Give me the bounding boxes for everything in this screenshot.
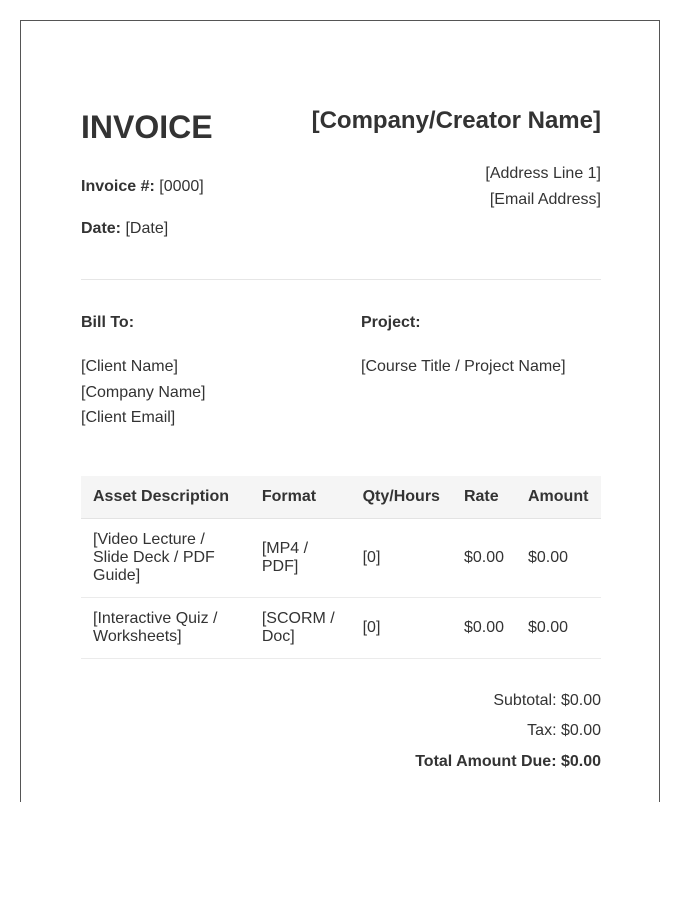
- invoice-number-label: Invoice #:: [81, 178, 155, 195]
- cell-rate: $0.00: [452, 598, 516, 659]
- cell-description: [Video Lecture / Slide Deck / PDF Guide]: [81, 519, 250, 598]
- invoice-number-value: [0000]: [159, 178, 204, 195]
- project-name: [Course Title / Project Name]: [361, 358, 566, 375]
- table-row: [81, 519, 601, 598]
- invoice-date: [81, 220, 168, 238]
- column-header-format: Format: [250, 476, 351, 519]
- line-items-table: [81, 476, 601, 659]
- table-row: [81, 598, 601, 659]
- bill-to-block: [81, 354, 206, 431]
- column-header-description: Asset Description: [81, 476, 250, 519]
- tax: Tax: $0.00: [527, 722, 601, 739]
- client-name: [Client Name]: [81, 358, 178, 375]
- cell-rate: $0.00: [452, 519, 516, 598]
- column-header-rate: Rate: [452, 476, 516, 519]
- total-amount-due: Total Amount Due: $0.00: [415, 753, 601, 770]
- invoice-page: [20, 20, 660, 802]
- client-email: [Client Email]: [81, 409, 176, 426]
- cell-amount: $0.00: [516, 519, 601, 598]
- cell-format: [SCORM / Doc]: [250, 598, 351, 659]
- invoice-date-value: [Date]: [125, 220, 169, 237]
- invoice-title: INVOICE: [81, 109, 213, 145]
- project-label: Project:: [361, 314, 421, 331]
- section-divider: [81, 279, 601, 280]
- invoice-number: [81, 178, 204, 196]
- table-header-row: [81, 476, 601, 519]
- sender-address-block: [485, 161, 601, 213]
- bill-to-label: Bill To:: [81, 314, 135, 331]
- cell-description: [Interactive Quiz / Worksheets]: [81, 598, 250, 659]
- company-name: [Company/Creator Name]: [311, 107, 601, 134]
- address-line: [Address Line 1]: [485, 165, 601, 182]
- project-block: [361, 354, 566, 380]
- cell-amount: $0.00: [516, 598, 601, 659]
- client-company-name: [Company Name]: [81, 383, 206, 401]
- cell-qty: [0]: [351, 519, 452, 598]
- cell-qty: [0]: [351, 598, 452, 659]
- subtotal: Subtotal: $0.00: [493, 692, 601, 709]
- invoice-date-label: Date:: [81, 220, 122, 237]
- cell-format: [MP4 / PDF]: [250, 519, 351, 598]
- column-header-qty: Qty/Hours: [351, 476, 452, 519]
- column-header-amount: Amount: [516, 476, 601, 519]
- email-address: [Email Address]: [489, 191, 601, 208]
